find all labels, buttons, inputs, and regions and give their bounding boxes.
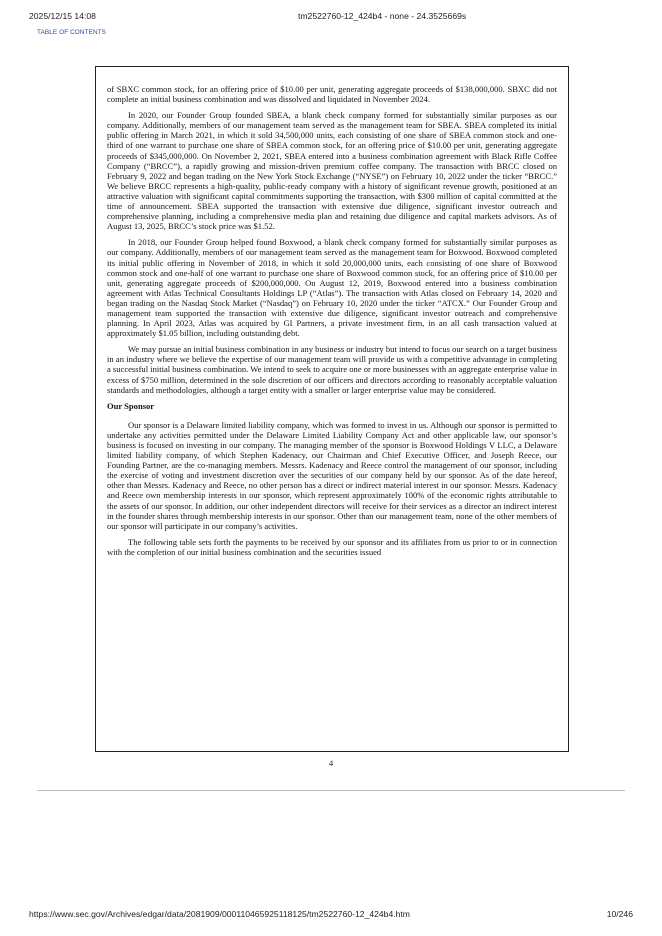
print-header: [0, 11, 662, 25]
table-of-contents-link[interactable]: TABLE OF CONTENTS: [37, 29, 107, 36]
print-page-count: 10/246: [606, 909, 633, 919]
document-content-box: [95, 66, 569, 752]
section-heading-our-sponsor: Our Sponsor: [107, 400, 155, 411]
print-datetime: 2025/12/15 14:08: [29, 11, 96, 21]
page-divider: [37, 790, 625, 791]
paragraph-sbxc-continuation: of SBXC common stock, for an offering price of $10.00 per unit, generating aggregate proceeds of $138,000,000. SBXC did not complete an initial business combination and was dissolved and liquidated in November 2024.: [107, 84, 557, 105]
paragraph-sbea: In 2020, our Founder Group founded SBEA, a blank check company formed for substantially similar purposes as our company. Additionally, members of our management team served as the management team for SBEA. SBEA completed its initial public offering in March 2021, in which it sold 34,500,000 units, each consisting of one share of SBEA common stock and one-third of one warrant to purchase one share of SBEA common stock, for an offering price of $10.00 per unit, generating aggregate proceeds of $345,000,000. On November 2, 2021, SBEA entered into a business combination agreement with Black Rifle Coffee Company (“BRCC”), a rapidly growing and mission-driven premium coffee company. The transaction with BRCC closed on February 9, 2022 and began trading on the New York Stock Exchange (“NYSE”) on February 10, 2022 under the ticker “BRCC.” We believe BRCC represents a high-quality, public-ready company with a history of significant revenue growth, positioned at an attractive valuation with significant capital commitments supporting the transaction, with $300 million of capital committed at the time of announcement. SBEA supported the transaction with extensive due diligence, significant investor outreach and comprehensive planning, including a comprehensive media plan and retaining due diligence and capital markets advisors. As of August 13, 2025, BRCC’s stock price was $1.52.: [107, 110, 557, 232]
paragraph-sponsor-payments-intro: The following table sets forth the payments to be received by our sponsor and its affiliates from us prior to or in connection with the completion of our initial business combination and the securities issued: [107, 536, 557, 557]
page-number: 4: [328, 758, 334, 768]
paragraph-business-combination-focus: We may pursue an initial business combination in any business or industry but intend to focus our search on a target business in an industry where we believe the expertise of our management team will provide us with a competitive advantage in completing a successful initial business combination. We intend to seek to acquire one or more businesses with an aggregate enterprise value in excess of $750 million, determined in the sole discretion of our officers and directors according to reasonably acceptable valuation standards and methodologies, although a target entity with a smaller or larger enterprise value may be considered.: [107, 344, 557, 395]
paragraph-boxwood: In 2018, our Founder Group helped found Boxwood, a blank check company formed for substantially similar purposes as our company. Additionally, members of our management team served as the management team for Boxwood. Boxwood completed its initial public offering in November of 2018, in which it sold 20,000,000 units, each consisting of one share of Boxwood common stock and one-half of one warrant to purchase one share of Boxwood common stock, for an offering price of $10.00 per unit, generating aggregate proceeds of $200,000,000. On August 12, 2019, Boxwood entered into a business combination agreement with Atlas Technical Consultants Holdings LP (“Atlas”). The transaction with Atlas closed on February 14, 2020 and began trading on the Nasdaq Stock Market (“Nasdaq”) on February 10, 2020 under the ticker “ATCX.” Our Founder Group and management team supported the transaction with extensive due diligence, significant investor outreach and comprehensive planning. In April 2023, Atlas was acquired by GI Partners, a private investment firm, in an all cash transaction valued at approximately $1.05 billion, including outstanding debt.: [107, 237, 557, 339]
print-footer: [0, 909, 662, 923]
paragraph-sponsor-description: Our sponsor is a Delaware limited liability company, which was formed to invest in us. Although our sponsor is permitted to undertake any activities permitted under the Delaware Limited Liability Company Act and other applicable law, our sponsor’s business is focused on investing in our company. The managing member of the sponsor is Boxwood Holdings V LLC, a Delaware limited liability company, of which Stephen Kadenacy, our Chairman and Chief Executive Officer, and Joseph Reece, our Founding Partner, are the co-managing members. Messrs. Kadenacy and Reece control the management of our sponsor, including the exercise of voting and investment discretion over the securities of our company held by our sponsor. As of the date hereof, other than Messrs. Kadenacy and Reece, no other person has a direct or indirect material interest in our sponsor. Messrs. Kadenacy and Reece own membership interests in our sponsor, which represent approximately 100% of the economic rights attributable to the assets of our sponsor. In addition, our other independent directors will receive for their services as a director an indirect interest in the founder shares through membership interests in our sponsor. Other than our management team, none of the other members of our sponsor will participate in our company’s activities.: [107, 419, 557, 531]
print-url: https://www.sec.gov/Archives/edgar/data/2081909/000110465925118125/tm2522760-12_424b4.htm: [29, 909, 410, 919]
print-document-title: tm2522760-12_424b4 - none - 24.3525669s: [298, 11, 467, 21]
